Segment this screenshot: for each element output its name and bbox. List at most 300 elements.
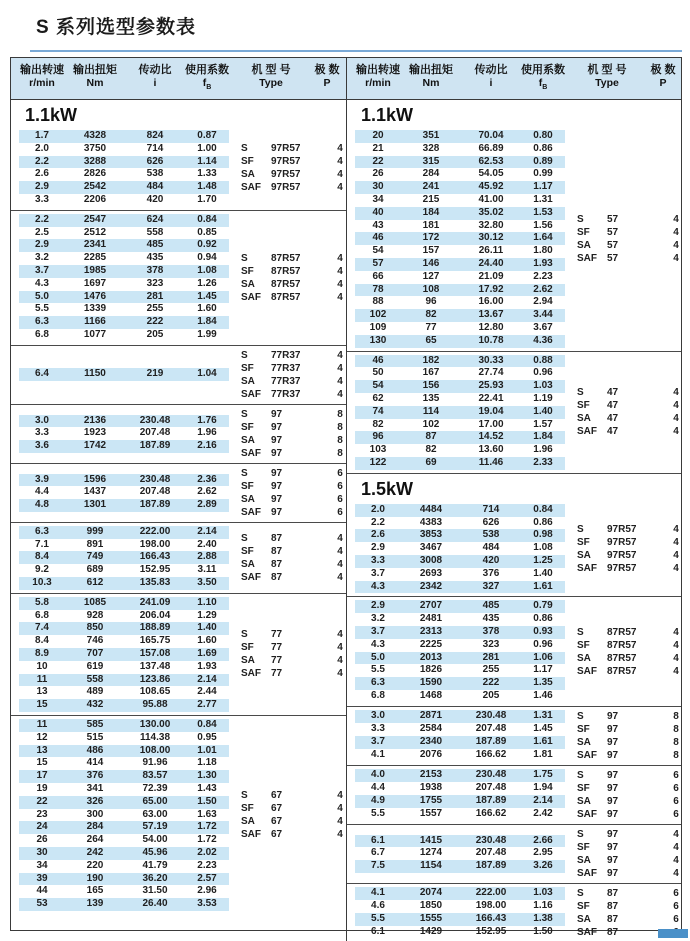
table-cell: 130.00	[139, 719, 171, 730]
type-row	[241, 375, 351, 388]
table-cell: 146	[422, 258, 440, 270]
table-cell: 50	[372, 367, 384, 379]
unit-subscript: B	[542, 84, 548, 92]
table-row	[355, 271, 565, 284]
table-cell: 45.96	[142, 846, 168, 858]
type-row	[241, 252, 351, 265]
column-header-unit: r/min	[29, 77, 55, 89]
table-row	[19, 239, 229, 252]
table-cell: 376	[86, 770, 104, 782]
table-cell: 4.9	[371, 794, 385, 806]
column-header-unit: P	[323, 77, 331, 89]
data-rows	[355, 835, 565, 873]
type-row	[241, 815, 351, 828]
type-series: SF	[241, 642, 254, 654]
table-row	[19, 368, 229, 381]
table-cell: 207.48	[139, 486, 171, 498]
type-poles: 4	[673, 387, 679, 399]
table-cell: 2285	[83, 252, 107, 264]
table-cell: 1.17	[533, 664, 553, 676]
type-poles: 4	[337, 143, 343, 155]
table-cell: 2.14	[533, 794, 553, 806]
table-cell: 13.67	[478, 309, 504, 321]
table-cell: 2.6	[371, 529, 385, 541]
table-cell: 2.89	[197, 499, 217, 511]
table-cell: 1923	[83, 427, 107, 439]
page-title: S 系列选型参数表	[36, 17, 196, 38]
type-poles: 4	[673, 639, 679, 651]
column-header	[521, 63, 565, 94]
type-row	[577, 399, 687, 412]
type-series: SA	[577, 549, 591, 561]
table-cell: 4.6	[371, 899, 385, 911]
table-cell: 1.61	[533, 735, 553, 747]
table-cell: 1985	[83, 265, 107, 277]
table-column-left	[11, 100, 346, 941]
table-cell: 1.70	[197, 194, 217, 206]
table-cell: 114	[422, 405, 440, 417]
table-row	[355, 309, 565, 322]
table-cell: 165	[86, 885, 104, 897]
table-cell: 167	[422, 367, 440, 379]
type-row	[241, 349, 351, 362]
type-model: 97	[607, 854, 619, 866]
table-cell: 1590	[419, 677, 443, 689]
table-cell: 707	[86, 648, 104, 660]
type-series: S	[577, 213, 584, 225]
table-cell: 19	[36, 782, 48, 794]
column-header-unit: Type	[259, 77, 283, 89]
table-cell: 1.84	[533, 431, 553, 443]
type-model: 97R57	[607, 562, 637, 574]
table-cell: 1.33	[197, 168, 217, 180]
table-cell: 2.40	[197, 538, 217, 550]
table-cell: 10.78	[478, 334, 504, 346]
column-header-label: 传动比	[138, 64, 172, 76]
table-row	[355, 900, 565, 913]
type-poles: 4	[337, 375, 343, 387]
table-cell: 78	[372, 283, 384, 295]
table-cell: 284	[422, 168, 440, 180]
table-cell: 122	[369, 457, 387, 469]
table-cell: 928	[86, 609, 104, 621]
column-header	[19, 63, 65, 94]
type-row	[241, 654, 351, 667]
table-cell: 1.03	[533, 887, 553, 899]
table-cell: 25.93	[478, 380, 504, 392]
table-cell: 0.85	[197, 226, 217, 238]
table-row	[19, 610, 229, 623]
type-series: SF	[577, 400, 590, 412]
table-row	[19, 577, 229, 590]
type-poles: 4	[673, 841, 679, 853]
table-cell: 24	[36, 821, 48, 833]
table-cell: 2.23	[197, 859, 217, 871]
type-row	[577, 252, 687, 265]
table-cell: 0.86	[533, 142, 553, 154]
table-cell: 2.66	[533, 834, 553, 846]
table-cell: 187.89	[139, 499, 171, 511]
type-poles: 8	[337, 408, 343, 420]
type-series: SA	[577, 913, 591, 925]
table-row	[355, 504, 565, 517]
type-model: 87R57	[607, 652, 637, 664]
column-header	[229, 63, 313, 94]
table-cell: 206.04	[139, 609, 171, 621]
gear-block	[347, 351, 681, 473]
column-header-unit: Nm	[86, 77, 104, 89]
table-cell: 6.8	[35, 609, 49, 621]
table-cell: 88	[372, 296, 384, 308]
table-cell: 5.0	[35, 290, 49, 302]
table-cell: 1938	[419, 781, 443, 793]
table-cell: 8.9	[35, 648, 49, 660]
type-poles: 4	[337, 802, 343, 814]
table-cell: 1826	[419, 664, 443, 676]
table-cell: 2.77	[197, 699, 217, 711]
type-row	[577, 854, 687, 867]
table-row	[19, 526, 229, 539]
type-series: SF	[577, 782, 590, 794]
table-row	[19, 303, 229, 316]
type-model: 77R37	[271, 349, 301, 361]
table-cell: 315	[422, 155, 440, 167]
table-cell: 0.79	[533, 600, 553, 612]
table-row	[355, 207, 565, 220]
type-list	[577, 626, 687, 678]
table-cell: 2707	[419, 600, 443, 612]
table-row	[355, 782, 565, 795]
type-poles: 4	[337, 815, 343, 827]
type-model: 87R57	[271, 265, 301, 277]
table-row	[19, 486, 229, 499]
data-rows	[355, 130, 565, 348]
table-cell: 0.84	[533, 503, 553, 515]
table-cell: 0.88	[533, 354, 553, 366]
table-cell: 2693	[419, 567, 443, 579]
table-row	[355, 639, 565, 652]
table-cell: 215	[422, 194, 440, 206]
table-cell: 626	[482, 516, 500, 528]
table-row	[355, 887, 565, 900]
table-cell: 82	[425, 309, 437, 321]
table-cell: 30	[372, 181, 384, 193]
type-model: 47	[607, 400, 619, 412]
table-cell: 1077	[83, 329, 107, 341]
table-row	[19, 143, 229, 156]
table-cell: 2225	[419, 638, 443, 650]
table-cell: 54.00	[142, 834, 168, 846]
column-header-label: 使用系数	[521, 64, 565, 76]
table-row	[19, 745, 229, 758]
table-cell: 1468	[419, 689, 443, 701]
type-series: S	[577, 828, 584, 840]
table-cell: 3.0	[35, 414, 49, 426]
type-row	[577, 887, 687, 900]
type-model: 77	[271, 629, 283, 641]
type-model: 97R57	[607, 536, 637, 548]
table-header	[11, 58, 681, 100]
gear-block	[11, 463, 346, 522]
table-row	[19, 674, 229, 687]
table-cell: 157	[422, 245, 440, 257]
table-cell: 1.64	[533, 232, 553, 244]
table-cell: 891	[86, 538, 104, 550]
table-cell: 26.11	[478, 245, 504, 257]
type-poles: 8	[673, 723, 679, 735]
type-poles: 4	[337, 291, 343, 303]
type-list	[241, 349, 351, 401]
type-row	[241, 388, 351, 401]
table-cell: 1301	[83, 499, 107, 511]
column-header-label: 机 型 号	[587, 64, 627, 76]
type-list	[241, 789, 351, 841]
table-header-left	[11, 58, 346, 99]
table-cell: 5.5	[371, 664, 385, 676]
type-poles: 6	[673, 782, 679, 794]
table-cell: 327	[482, 580, 500, 592]
table-cell: 2.88	[197, 551, 217, 563]
column-header-label: 输出转速	[356, 64, 400, 76]
table-cell: 4.1	[371, 748, 385, 760]
table-cell: 486	[86, 744, 104, 756]
type-model: 67	[271, 802, 283, 814]
gear-block	[347, 883, 681, 941]
table-cell: 0.84	[197, 719, 217, 730]
type-poles: 4	[337, 545, 343, 557]
table-cell: 1.72	[197, 821, 217, 833]
type-row	[241, 493, 351, 506]
type-model: 97R57	[271, 143, 301, 155]
table-cell: 2074	[419, 887, 443, 899]
type-poles: 4	[673, 665, 679, 677]
type-poles: 4	[337, 629, 343, 641]
table-cell: 27.74	[478, 367, 504, 379]
table-cell: 2.36	[197, 473, 217, 485]
data-rows	[355, 355, 565, 470]
table-cell: 219	[146, 368, 164, 380]
table-cell: 435	[482, 613, 500, 625]
table-cell: 0.98	[533, 529, 553, 541]
table-cell: 2013	[419, 651, 443, 663]
type-series: SAF	[577, 808, 597, 820]
table-cell: 2.2	[35, 213, 49, 225]
table-cell: 1.00	[197, 142, 217, 154]
type-poles: 4	[337, 169, 343, 181]
type-poles: 4	[673, 426, 679, 438]
data-rows	[19, 719, 229, 911]
type-series: SF	[577, 536, 590, 548]
gear-block	[11, 522, 346, 593]
table-row	[19, 214, 229, 227]
type-series: SAF	[577, 749, 597, 761]
table-row	[355, 860, 565, 873]
type-series: SA	[241, 655, 255, 667]
table-cell: 19.04	[478, 405, 504, 417]
table-cell: 1.04	[197, 368, 217, 380]
table-cell: 57.19	[142, 821, 168, 833]
type-poles: 8	[673, 710, 679, 722]
table-cell: 378	[146, 265, 164, 277]
table-cell: 4484	[419, 503, 443, 515]
type-series: SAF	[577, 252, 597, 264]
type-model: 87R57	[271, 291, 301, 303]
table-row	[355, 926, 565, 939]
table-cell: 1.45	[197, 290, 217, 302]
table-cell: 21.09	[478, 270, 504, 282]
table-cell: 17.92	[478, 283, 504, 295]
data-rows	[19, 597, 229, 712]
type-model: 87	[607, 913, 619, 925]
table-cell: 17	[36, 770, 48, 782]
type-list	[241, 252, 351, 304]
table-column-right	[346, 100, 681, 941]
type-poles: 4	[673, 413, 679, 425]
table-cell: 0.99	[533, 168, 553, 180]
table-row	[19, 757, 229, 770]
type-poles: 4	[337, 252, 343, 264]
type-row	[241, 421, 351, 434]
table-cell: 35.02	[478, 206, 504, 218]
table-cell: 3.7	[371, 567, 385, 579]
table-cell: 1.46	[533, 689, 553, 701]
table-cell: 54	[372, 380, 384, 392]
table-cell: 5.8	[35, 596, 49, 608]
gear-block	[347, 706, 681, 765]
table-cell: 26	[36, 834, 48, 846]
table-cell: 1755	[419, 794, 443, 806]
table-cell: 1.81	[533, 748, 553, 760]
gear-block	[11, 593, 346, 715]
type-series: SA	[577, 854, 591, 866]
table-cell: 6.4	[35, 368, 49, 380]
table-cell: 626	[146, 155, 164, 167]
gear-block	[11, 345, 346, 404]
type-model: 87	[271, 532, 283, 544]
table-row	[19, 499, 229, 512]
type-series: SA	[241, 493, 255, 505]
type-row	[241, 789, 351, 802]
table-row	[355, 393, 565, 406]
type-poles: 4	[673, 252, 679, 264]
table-cell: 1.08	[197, 265, 217, 277]
gear-block	[347, 127, 681, 351]
table-cell: 1.30	[197, 770, 217, 782]
table-row	[19, 181, 229, 194]
type-model: 87	[271, 558, 283, 570]
type-model: 97R57	[271, 169, 301, 181]
table-cell: 2.16	[197, 440, 217, 452]
table-cell: 165.75	[139, 635, 171, 647]
table-cell: 2584	[419, 722, 443, 734]
type-list	[577, 769, 687, 821]
table-cell: 1.31	[533, 710, 553, 722]
type-model: 77	[271, 655, 283, 667]
table-cell: 2.0	[371, 503, 385, 515]
table-row	[19, 885, 229, 898]
table-row	[19, 622, 229, 635]
table-row	[19, 194, 229, 207]
table-cell: 351	[422, 130, 440, 142]
table-row	[355, 367, 565, 380]
table-cell: 1.84	[197, 316, 217, 328]
table-cell: 1437	[83, 486, 107, 498]
type-poles: 6	[337, 506, 343, 518]
type-series: SA	[241, 558, 255, 570]
data-rows	[19, 214, 229, 342]
table-cell: 558	[86, 673, 104, 685]
table-cell: 108	[422, 283, 440, 295]
table-cell: 1166	[84, 316, 106, 328]
type-row	[241, 802, 351, 815]
table-cell: 207.48	[475, 722, 507, 734]
type-model: 87R57	[607, 626, 637, 638]
type-model: 97	[607, 749, 619, 761]
type-row	[241, 667, 351, 680]
table-row	[355, 555, 565, 568]
type-poles: 4	[337, 532, 343, 544]
type-series: S	[577, 387, 584, 399]
gear-block	[11, 210, 346, 345]
table-cell: 0.86	[533, 516, 553, 528]
table-cell: 558	[146, 226, 164, 238]
type-row	[577, 795, 687, 808]
table-cell: 2.96	[197, 885, 217, 897]
table-cell: 2.95	[533, 847, 553, 859]
table-header-right	[346, 58, 681, 99]
table-cell: 6.7	[371, 847, 385, 859]
table-cell: 3.44	[533, 309, 553, 321]
data-rows	[355, 504, 565, 594]
table-cell: 612	[86, 577, 104, 589]
type-series: SAF	[241, 828, 261, 840]
type-poles: 4	[337, 182, 343, 194]
table-cell: 187.89	[475, 860, 507, 872]
data-rows	[19, 368, 229, 381]
type-series: S	[241, 349, 248, 361]
type-series: SAF	[241, 291, 261, 303]
type-poles: 8	[337, 434, 343, 446]
type-series: SAF	[241, 447, 261, 459]
table-cell: 515	[86, 731, 104, 743]
table-cell: 1.93	[197, 660, 217, 672]
type-model: 97	[271, 467, 283, 479]
type-row	[241, 506, 351, 519]
table-cell: 1.75	[533, 769, 553, 781]
table-cell: 2.62	[197, 486, 217, 498]
table-cell: 4.0	[371, 769, 385, 781]
table-cell: 3.2	[35, 252, 49, 264]
table-row	[355, 769, 565, 782]
type-row	[577, 828, 687, 841]
type-list	[577, 213, 687, 265]
table-cell: 3.11	[197, 564, 217, 576]
table-cell: 300	[86, 808, 104, 820]
table-cell: 4.4	[371, 781, 385, 793]
table-cell: 24.40	[478, 258, 504, 270]
table-cell: 9.2	[35, 564, 49, 576]
column-header-unit: r/min	[365, 77, 391, 89]
type-poles: 4	[673, 562, 679, 574]
type-poles: 4	[673, 239, 679, 251]
table-cell: 1.96	[197, 427, 217, 439]
table-cell: 255	[482, 664, 500, 676]
table-cell: 1.10	[197, 596, 217, 608]
table-row	[355, 626, 565, 639]
table-cell: 53	[36, 898, 48, 910]
table-cell: 0.86	[533, 613, 553, 625]
power-section	[11, 100, 346, 914]
